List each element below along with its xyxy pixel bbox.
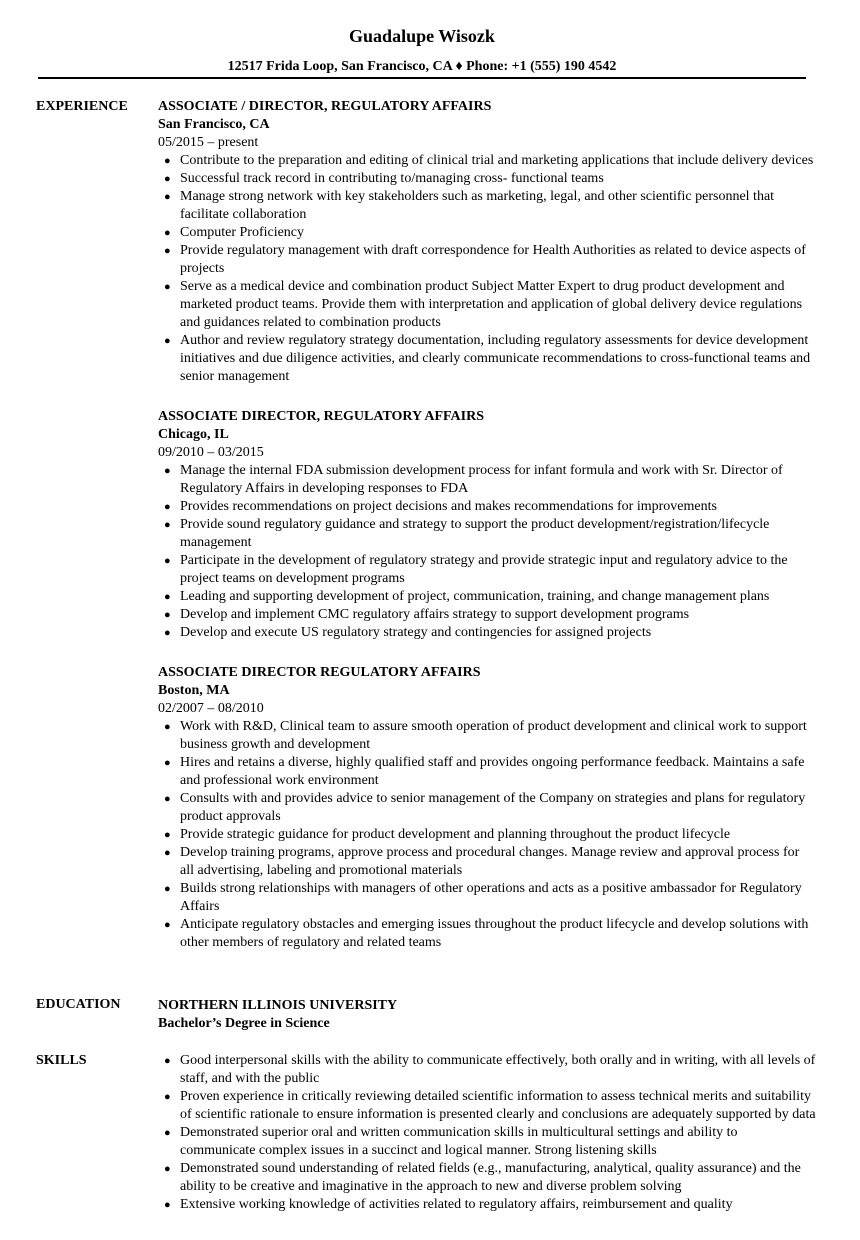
bullet-icon: ● xyxy=(164,757,171,769)
education-school: NORTHERN ILLINOIS UNIVERSITY xyxy=(158,998,398,1013)
bullet-icon: ● xyxy=(164,335,171,347)
bullet-icon: ● xyxy=(164,155,171,167)
list-item xyxy=(158,278,816,332)
bullet-icon: ● xyxy=(164,1163,171,1175)
job-location: San Francisco, CA xyxy=(158,117,270,132)
list-item xyxy=(158,588,816,606)
bullet-text: Manage strong network with key stakeholders such as marketing, legal, and other scientific personnel that facilitate collaboration xyxy=(180,189,775,222)
list-item xyxy=(158,498,816,516)
bullet-icon: ● xyxy=(164,1127,171,1139)
bullet-text: Provide strategic guidance for product development and planning throughout the product lifecycle xyxy=(180,827,731,842)
skills-section xyxy=(158,1052,816,1214)
bullet-text: Manage the internal FDA submission development process for infant formula and work with Sr. Director of Regulatory Affairs in developing responses to FDA xyxy=(180,463,783,496)
bullet-icon: ● xyxy=(164,847,171,859)
bullet-icon: ● xyxy=(164,591,171,603)
bullet-text: Develop training programs, approve process and procedural changes. Manage review and approval process for all advertising, labeling and promotional materials xyxy=(180,845,800,878)
bullet-text: Consults with and provides advice to senior management of the Company on strategies and plans for regulatory product approvals xyxy=(180,791,806,824)
list-item xyxy=(158,224,816,242)
bullet-text: Computer Proficiency xyxy=(180,225,305,240)
bullet-text: Good interpersonal skills with the ability to communicate effectively, both orally and in writing, with all levels of staff, and with the public xyxy=(180,1053,816,1086)
job-bullets xyxy=(158,152,816,386)
bullet-icon: ● xyxy=(164,465,171,477)
list-item xyxy=(158,844,816,880)
bullet-icon: ● xyxy=(164,1199,171,1211)
list-item xyxy=(158,606,816,624)
job-dates: 05/2015 – present xyxy=(158,135,259,150)
job-entry xyxy=(158,98,816,386)
bullet-icon: ● xyxy=(164,721,171,733)
bullet-icon: ● xyxy=(164,173,171,185)
job-location: Chicago, IL xyxy=(158,427,229,442)
list-item xyxy=(158,462,816,498)
bullet-text: Develop and implement CMC regulatory affairs strategy to support development programs xyxy=(180,607,690,622)
bullet-text: Serve as a medical device and combination product Subject Matter Expert to drug product development and marketed product teams. Provide them with interpretation and application of global delivery device regulations and guidances related to combination products xyxy=(180,279,803,330)
experience-section xyxy=(158,98,816,974)
bullet-icon: ● xyxy=(164,245,171,257)
list-item xyxy=(158,1052,816,1088)
job-entry xyxy=(158,664,816,952)
list-item xyxy=(158,242,816,278)
list-item xyxy=(158,1160,816,1196)
list-item xyxy=(158,826,816,844)
job-dates: 02/2007 – 08/2010 xyxy=(158,701,264,716)
list-item xyxy=(158,880,816,916)
bullet-text: Work with R&D, Clinical team to assure smooth operation of product development and clinical work to support business growth and development xyxy=(180,719,807,752)
candidate-name: Guadalupe Wisozk xyxy=(349,26,495,46)
list-item xyxy=(158,552,816,588)
bullet-icon: ● xyxy=(164,555,171,567)
section-label-education: EDUCATION xyxy=(36,997,121,1012)
job-title: ASSOCIATE / DIRECTOR, REGULATORY AFFAIRS xyxy=(158,99,492,114)
bullet-text: Demonstrated sound understanding of related fields (e.g., manufacturing, analytical, quality assurance) and the ability to be creative and imaginative in the approach to new and diverse problem solving xyxy=(180,1161,801,1194)
bullet-text: Anticipate regulatory obstacles and emerging issues throughout the product lifecycle and develop solutions with other members of regulatory and related teams xyxy=(180,917,809,950)
bullet-icon: ● xyxy=(164,627,171,639)
section-label-skills: SKILLS xyxy=(36,1053,87,1068)
bullet-text: Proven experience in critically reviewing detailed scientific information to assess technical merits and suitability of scientific rationale to ensure information is presented clearly and conclusions are adequately supported by data xyxy=(180,1089,816,1122)
bullet-icon: ● xyxy=(164,793,171,805)
list-item xyxy=(158,754,816,790)
bullet-icon: ● xyxy=(164,191,171,203)
list-item xyxy=(158,188,816,224)
list-item xyxy=(158,1088,816,1124)
education-section xyxy=(158,997,816,1033)
bullet-icon: ● xyxy=(164,1055,171,1067)
bullet-icon: ● xyxy=(164,227,171,239)
list-item xyxy=(158,718,816,754)
list-item xyxy=(158,1196,816,1214)
bullet-icon: ● xyxy=(164,519,171,531)
bullet-text: Provide regulatory management with draft correspondence for Health Authorities as related to device aspects of projects xyxy=(180,243,806,276)
list-item xyxy=(158,170,816,188)
bullet-icon: ● xyxy=(164,281,171,293)
bullet-icon: ● xyxy=(164,829,171,841)
bullet-text: Extensive working knowledge of activities related to regulatory affairs, reimbursement and quality xyxy=(180,1197,733,1212)
bullet-text: Successful track record in contributing to/managing cross- functional teams xyxy=(180,171,604,186)
bullet-text: Builds strong relationships with managers of other operations and acts as a positive ambassador for Regulatory Affairs xyxy=(180,881,802,914)
bullet-text: Hires and retains a diverse, highly qualified staff and provides ongoing performance feedback. Maintains a safe and professional work environment xyxy=(180,755,805,788)
list-item xyxy=(158,332,816,386)
bullet-text: Leading and supporting development of project, communication, training, and change management plans xyxy=(180,589,770,604)
header-divider xyxy=(38,77,806,79)
job-bullets xyxy=(158,462,816,642)
bullet-icon: ● xyxy=(164,609,171,621)
job-bullets xyxy=(158,718,816,952)
job-dates: 09/2010 – 03/2015 xyxy=(158,445,264,460)
list-item xyxy=(158,152,816,170)
list-item xyxy=(158,516,816,552)
bullet-text: Demonstrated superior oral and written communication skills in multicultural settings and ability to communicate complex issues in a succinct and logical manner. Strong listening skills xyxy=(180,1125,738,1158)
bullet-icon: ● xyxy=(164,1091,171,1103)
list-item xyxy=(158,1124,816,1160)
skills-list xyxy=(158,1052,816,1214)
bullet-icon: ● xyxy=(164,919,171,931)
bullet-text: Contribute to the preparation and editing of clinical trial and marketing applications that include delivery devices xyxy=(180,153,814,168)
job-title: ASSOCIATE DIRECTOR REGULATORY AFFAIRS xyxy=(158,665,481,680)
bullet-text: Author and review regulatory strategy documentation, including regulatory assessments for device development initiatives and due diligence activities, and clearly communicate recommendations to cross-functional teams and senior management xyxy=(180,333,811,384)
list-item xyxy=(158,790,816,826)
bullet-text: Participate in the development of regulatory strategy and provide strategic input and regulatory advice to the project teams on development programs xyxy=(180,553,788,586)
section-label-experience: EXPERIENCE xyxy=(36,99,128,114)
job-location: Boston, MA xyxy=(158,683,230,698)
job-entry xyxy=(158,408,816,642)
bullet-text: Provides recommendations on project decisions and makes recommendations for improvements xyxy=(180,499,717,514)
education-degree: Bachelor’s Degree in Science xyxy=(158,1016,330,1031)
bullet-text: Develop and execute US regulatory strategy and contingencies for assigned projects xyxy=(180,625,652,640)
bullet-text: Provide sound regulatory guidance and strategy to support the product development/registration/lifecycle management xyxy=(180,517,770,550)
bullet-icon: ● xyxy=(164,883,171,895)
job-title: ASSOCIATE DIRECTOR, REGULATORY AFFAIRS xyxy=(158,409,484,424)
bullet-icon: ● xyxy=(164,501,171,513)
list-item xyxy=(158,916,816,952)
list-item xyxy=(158,624,816,642)
contact-line: 12517 Frida Loop, San Francisco, CA ♦ Phone: +1 (555) 190 4542 xyxy=(227,59,617,74)
